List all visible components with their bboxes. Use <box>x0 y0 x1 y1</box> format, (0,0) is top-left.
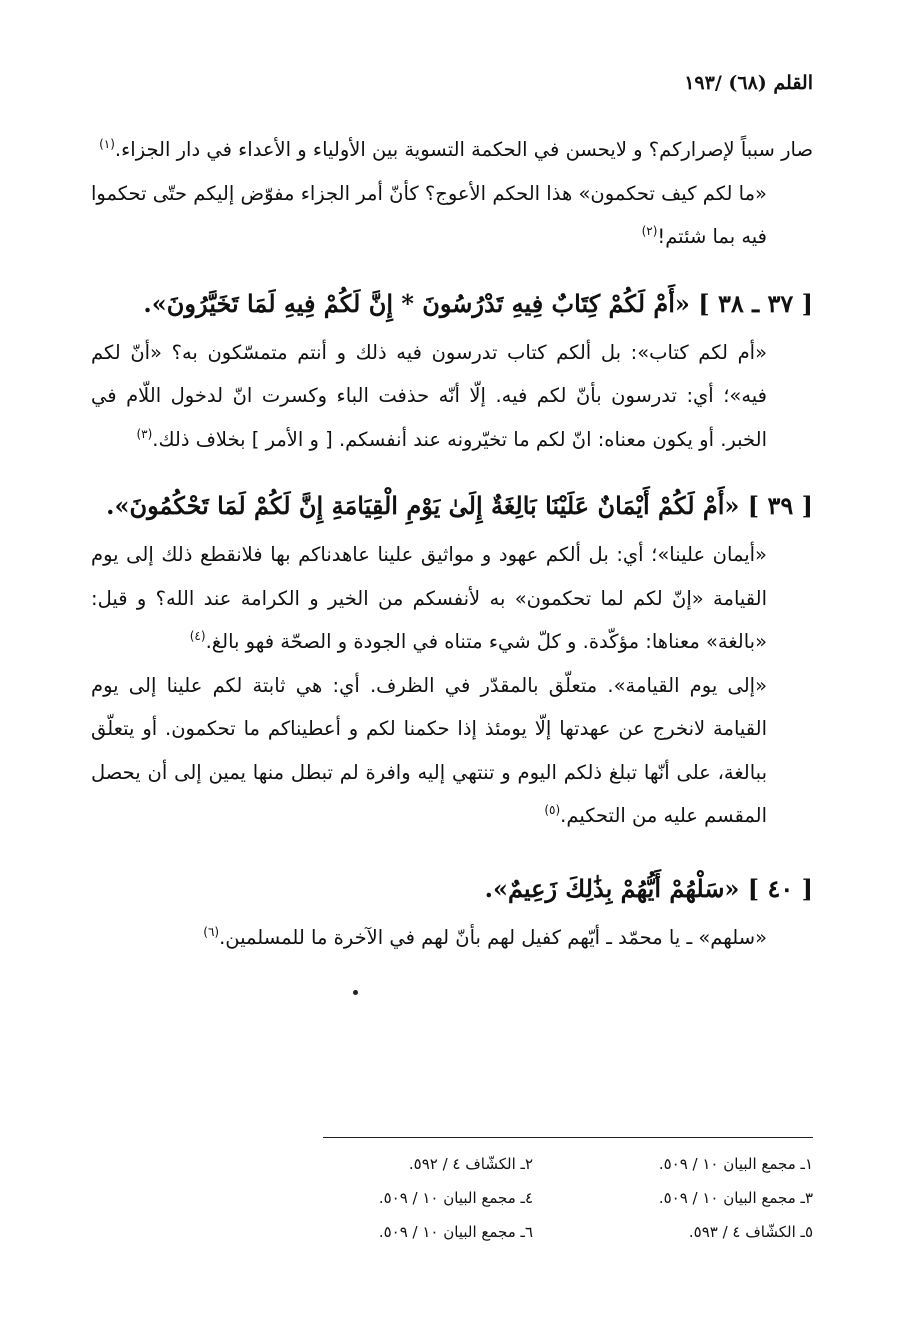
paragraph-text: صار سبباً لإصراركم؟ و لايحسن في الحكمة التسوية بين الأولياء و الأعداء في دار الجزاء. <box>114 138 813 161</box>
footnote-marker: (٢) <box>641 224 658 238</box>
verse-heading-39 <box>91 483 813 529</box>
paragraph-text: «إلى يوم القيامة». متعلّق بالمقدّر في الظرف. أي: هي ثابتة لكم علينا إلى يوم القيامة لانخرج عن عهدتها إلّا يومئذ إذا حكمنا لكم و أعطيناكم ما تحكمون. أو يتعلّق ببالغة، على أنّها تبلغ ذلكم اليوم و تنتهي إليه وافرة لم تبطل منها يمين إلى أن يحصل المقسم عليه من التحكيم. <box>91 673 767 827</box>
verse-heading-37-38 <box>91 281 813 327</box>
verse-text: [ ٤٠ ] «سَلْهُمْ أَيُّهُمْ بِذَٰلِكَ زَعِيمٌ». <box>484 873 813 903</box>
footnote-marker: (٥) <box>544 803 561 817</box>
running-title: القلم (٦٨) /١٩٣ <box>684 72 813 94</box>
verse-text: [ ٣٧ ـ ٣٨ ] «أَمْ لَكُمْ كِتَابٌ فِيهِ تَدْرُسُونَ * إِنَّ لَكُمْ فِيهِ لَمَا تَخَيَّرُونَ». <box>143 288 813 318</box>
footnote-2: ٢ـ الكشّاف ٤ / ٥٩٢. <box>408 1155 533 1173</box>
footnotes <box>253 1153 813 1243</box>
running-header <box>684 72 813 94</box>
footnote-marker: (١) <box>99 137 115 151</box>
paragraph-text: «أيمان علينا»؛ أي: بل ألكم عهود و مواثيق علينا عاهدناكم بها فلانقطع ذلك إلى يوم القيامة «إنّ لكم لما تحكمون» به لأنفسكم من الخير و الكرامة عند الله؟ و قيل: «بالغة» معناها: مؤكّدة. و كلّ شيء متناه في الجودة و الصحّة فهو بالغ. <box>91 543 767 653</box>
main-text <box>91 128 813 959</box>
paragraph <box>91 533 813 664</box>
footnote-4: ٤ـ مجمع البيان ١٠ / ٥٠٩. <box>378 1189 533 1207</box>
paragraph <box>91 172 813 259</box>
paragraph <box>91 331 813 462</box>
paragraph-text: «ما لكم كيف تحكمون» هذا الحكم الأعوج؟ كأنّ أمر الجزاء مفوّض إليكم حتّى تحكموا فيه بما شئتم! <box>91 181 767 248</box>
footnote-divider <box>323 1137 813 1138</box>
paragraph <box>91 128 813 172</box>
footnote-marker: (٣) <box>136 426 153 441</box>
footnote-5: ٥ـ الكشّاف ٤ / ٥٩٣. <box>688 1223 813 1241</box>
verse-text: [ ٣٩ ] «أَمْ لَكُمْ أَيْمَانٌ عَلَيْنَا بَالِغَةٌ إِلَىٰ يَوْمِ الْقِيَامَةِ إِنَّ لَكُمْ لَمَا تَحْكُمُونَ». <box>106 491 813 520</box>
footnote-3: ٣ـ مجمع البيان ١٠ / ٥٠٩. <box>658 1189 813 1207</box>
footnote-6: ٦ـ مجمع البيان ١٠ / ٥٠٩. <box>378 1223 533 1241</box>
stray-dot-mark <box>353 990 358 995</box>
footnote-1: ١ـ مجمع البيان ١٠ / ٥٠٩. <box>658 1155 813 1173</box>
verse-heading-40 <box>91 866 813 912</box>
paragraph-text: «سلهم» ـ يا محمّد ـ أيّهم كفيل لهم بأنّ لهم في الآخرة ما للمسلمين. <box>219 925 767 949</box>
paragraph <box>91 916 813 960</box>
paragraph <box>91 664 813 838</box>
footnote-marker: (٤) <box>189 629 206 643</box>
paragraph-text: «أم لكم كتاب»: بل ألكم كتاب تدرسون فيه ذلك و أنتم متمسّكون به؟ «أنّ لكم فيه»؛ أي: تدرسون بأنّ لكم فيه. إلّا أنّه حذفت الباء وكسرت انّ لدخول اللّام في الخبر. أو يكون معناه: انّ لكم ما تخيّرونه عند أنفسكم. [ و الأمر ] بخلاف ذلك. <box>91 340 767 451</box>
footnote-marker: (٦) <box>203 924 220 939</box>
